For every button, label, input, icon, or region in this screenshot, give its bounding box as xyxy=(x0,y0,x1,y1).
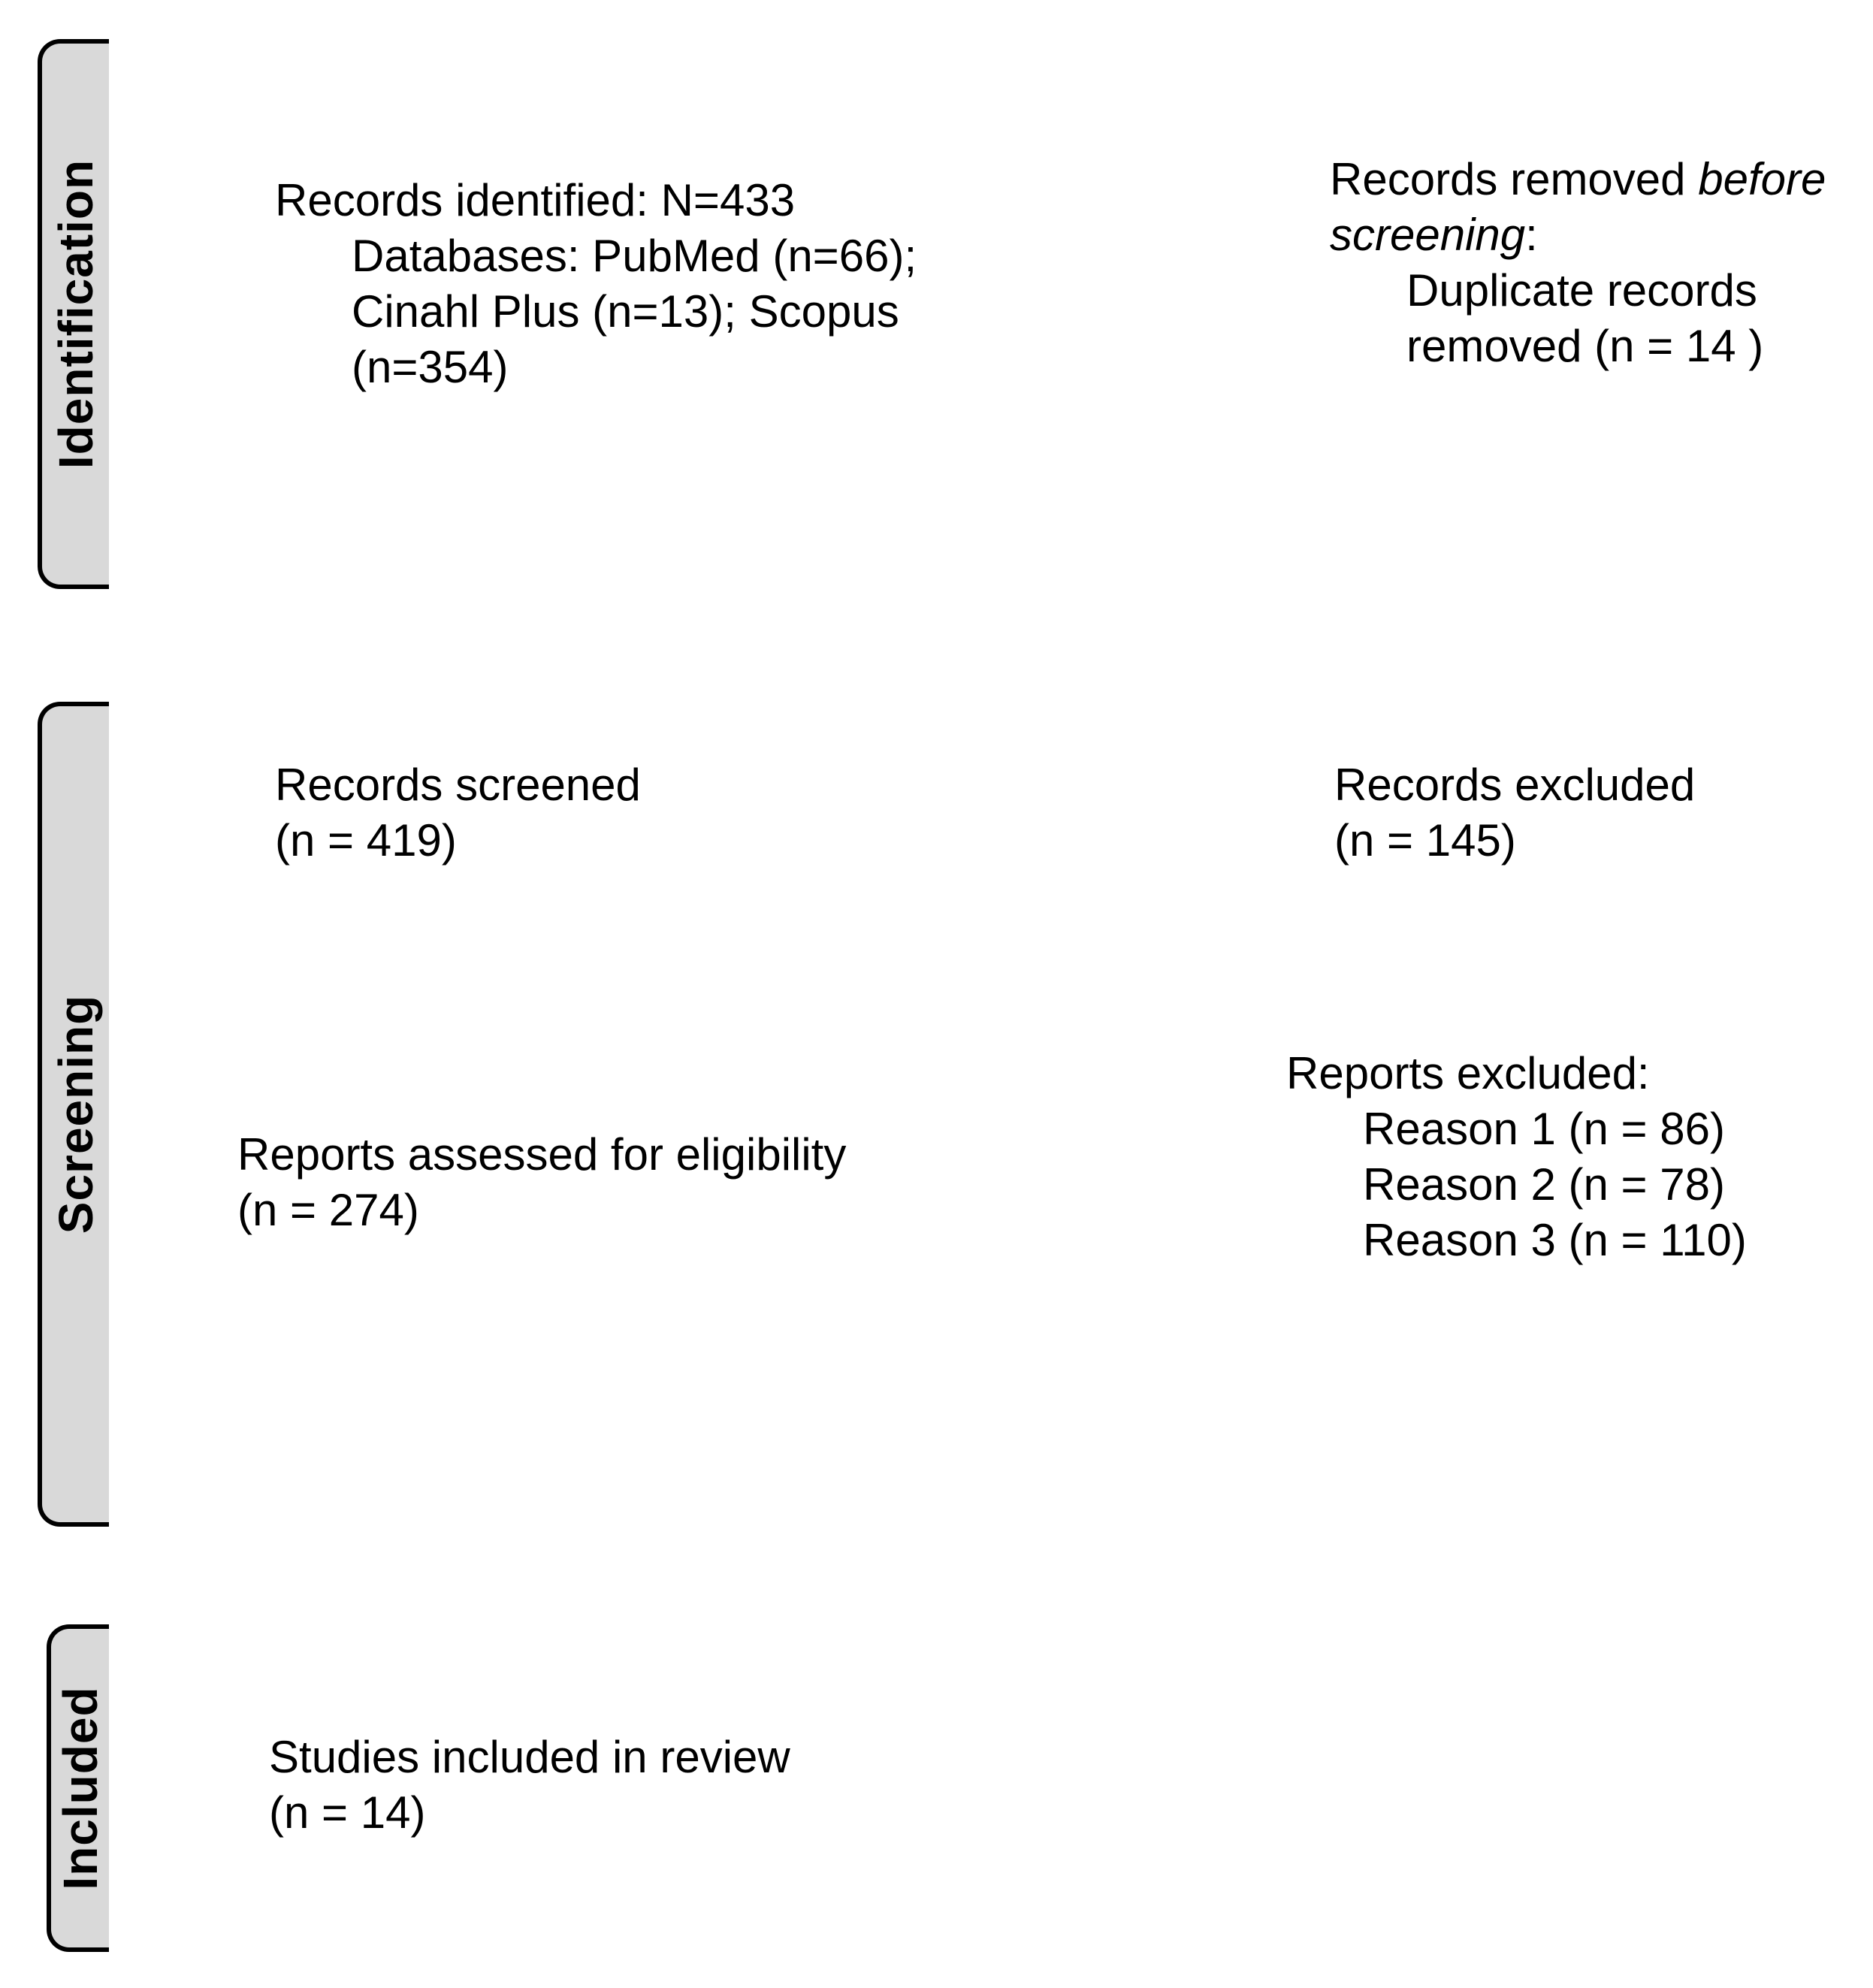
reports-excluded-box xyxy=(1286,1046,1747,1268)
records-removed-box xyxy=(1330,152,1826,374)
stage-label-included: Included xyxy=(53,1686,107,1890)
records-identified-line: Databases: PubMed (n=66); xyxy=(352,231,917,281)
records-removed-title-line-2 xyxy=(1330,207,1826,263)
records-removed-title-prefix: Records removed xyxy=(1330,154,1699,204)
records-screened-count: (n = 419) xyxy=(275,815,457,866)
records-removed-title-italic-screening: screening xyxy=(1330,210,1526,260)
studies-included-box xyxy=(269,1730,790,1841)
stage-tab-included xyxy=(47,1624,109,1952)
reports-assessed-count: (n = 274) xyxy=(237,1185,419,1235)
records-excluded-title: Records excluded xyxy=(1334,760,1696,810)
reports-excluded-reason: Reason 3 (n = 110) xyxy=(1363,1215,1747,1265)
records-excluded-box xyxy=(1334,757,1695,869)
records-identified-line: (n=354) xyxy=(352,342,509,392)
records-identified-title: Records identified: N=433 xyxy=(275,175,796,225)
reports-excluded-reason: Reason 2 (n = 78) xyxy=(1363,1159,1725,1210)
stage-tab-identification xyxy=(38,39,109,589)
studies-included-title: Studies included in review xyxy=(269,1732,790,1782)
records-removed-line: removed (n = 14 ) xyxy=(1406,321,1764,371)
records-removed-title-italic-before: before xyxy=(1698,154,1826,204)
reports-excluded-title: Reports excluded: xyxy=(1286,1048,1650,1098)
records-identified-line: Cinahl Plus (n=13); Scopus xyxy=(352,286,899,337)
reports-assessed-box xyxy=(237,1127,846,1238)
records-removed-line: Duplicate records xyxy=(1406,265,1757,316)
records-removed-title-line-1 xyxy=(1330,152,1826,207)
records-identified-box xyxy=(275,173,917,395)
studies-included-count: (n = 14) xyxy=(269,1787,426,1838)
records-excluded-count: (n = 145) xyxy=(1334,815,1516,866)
stage-tab-screening xyxy=(38,702,109,1527)
records-screened-box xyxy=(275,757,641,869)
stage-label-identification: Identification xyxy=(48,159,103,470)
stage-label-screening: Screening xyxy=(48,994,103,1234)
records-removed-title-suffix: : xyxy=(1525,210,1538,260)
records-screened-title: Records screened xyxy=(275,760,641,810)
reports-excluded-reason: Reason 1 (n = 86) xyxy=(1363,1104,1725,1154)
reports-assessed-title: Reports assessed for eligibility xyxy=(237,1129,847,1180)
